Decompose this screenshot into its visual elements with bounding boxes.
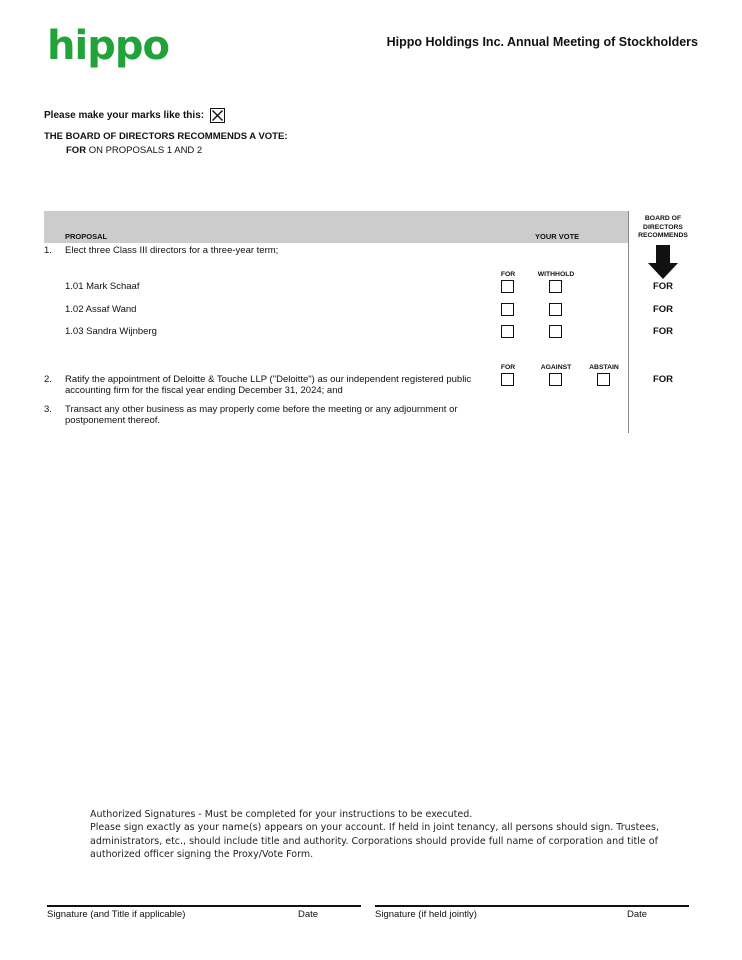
header-proposal: PROPOSAL <box>65 232 108 241</box>
signature-1-label: Signature (and Title if applicable) <box>47 909 186 920</box>
proposal-1-text: Elect three Class III directors for a three-year term; <box>65 245 279 256</box>
p2-col-against: AGAINST <box>540 364 572 371</box>
marks-instruction <box>44 108 225 123</box>
board-recommends-summary <box>66 145 202 156</box>
proposal-2-against-checkbox[interactable] <box>549 373 562 386</box>
rec-for-bold: FOR <box>66 145 87 156</box>
p1-col-for: FOR <box>500 271 516 278</box>
hippo-logo: hippo <box>47 23 169 69</box>
proposal-1-number: 1. <box>44 245 52 256</box>
board-recommends-heading: THE BOARD OF DIRECTORS RECOMMENDS A VOTE: <box>44 131 288 142</box>
header-your-vote: YOUR VOTE <box>535 232 580 241</box>
nominee-2-for-checkbox[interactable] <box>501 303 514 316</box>
proposal-3-text-line-2: postponement thereof. <box>65 415 161 426</box>
down-arrow-icon <box>648 245 678 279</box>
footer-line-1: Authorized Signatures - Must be completed for your instructions to be executed. <box>90 809 473 820</box>
marks-label: Please make your marks like this: <box>44 110 205 121</box>
proposal-3-number: 3. <box>44 404 52 415</box>
proposal-2-for-checkbox[interactable] <box>501 373 514 386</box>
proposal-2-recommendation: FOR <box>652 374 674 385</box>
nominee-3-withhold-checkbox[interactable] <box>549 325 562 338</box>
nominee-1-withhold-checkbox[interactable] <box>549 280 562 293</box>
signature-1-date-label: Date <box>298 909 319 920</box>
nominee-1-for-checkbox[interactable] <box>501 280 514 293</box>
p1-col-withhold: WITHHOLD <box>537 271 575 278</box>
nominee-3-recommendation: FOR <box>652 326 674 337</box>
column-divider <box>628 211 629 433</box>
example-mark-x-icon <box>210 108 225 123</box>
p2-col-for: FOR <box>500 364 516 371</box>
signature-2-label: Signature (if held jointly) <box>375 909 477 920</box>
signature-line-2[interactable] <box>375 905 689 907</box>
nominee-3-label: 1.03 Sandra Wijnberg <box>65 326 157 337</box>
board-line-1: BOARD OF <box>644 215 682 222</box>
proposal-2-text-line-1: Ratify the appointment of Deloitte & Touche LLP ("Deloitte") as our independent registered public <box>65 374 472 385</box>
authorized-signatures-note <box>90 808 670 861</box>
proposal-3-text-line-1: Transact any other business as may properly come before the meeting or any adjournment or <box>65 404 458 415</box>
signature-line-1[interactable] <box>47 905 361 907</box>
signature-2-date-label: Date <box>627 909 648 920</box>
nominee-2-recommendation: FOR <box>652 304 674 315</box>
nominee-1-label: 1.01 Mark Schaaf <box>65 281 140 292</box>
nominee-3-for-checkbox[interactable] <box>501 325 514 338</box>
board-line-3: RECOMMENDS <box>638 232 688 239</box>
footer-line-3: administrators, etc., should include title and authority. Corporations should provide full name of corporation and title of <box>90 835 658 847</box>
footer-line-2: Please sign exactly as your name(s) appears on your account. If held in joint tenancy, all persons should sign. Trustees, <box>90 822 659 834</box>
p2-col-abstain: ABSTAIN <box>589 364 619 371</box>
nominee-2-label: 1.02 Assaf Wand <box>65 304 137 315</box>
footer-line-4: authorized officer signing the Proxy/Vote Form. <box>90 848 314 860</box>
proposal-2-abstain-checkbox[interactable] <box>597 373 610 386</box>
board-line-2: DIRECTORS <box>643 223 683 231</box>
rec-for-rest: ON PROPOSALS 1 AND 2 <box>86 145 203 156</box>
proposal-2-text-line-2: accounting firm for the fiscal year ending December 31, 2024; and <box>65 385 343 396</box>
nominee-2-withhold-checkbox[interactable] <box>549 303 562 316</box>
proposal-2-number: 2. <box>44 374 52 385</box>
document-title: Hippo Holdings Inc. Annual Meeting of Stockholders <box>386 35 698 49</box>
header-board-recommends <box>629 215 697 241</box>
nominee-1-recommendation: FOR <box>652 281 674 292</box>
